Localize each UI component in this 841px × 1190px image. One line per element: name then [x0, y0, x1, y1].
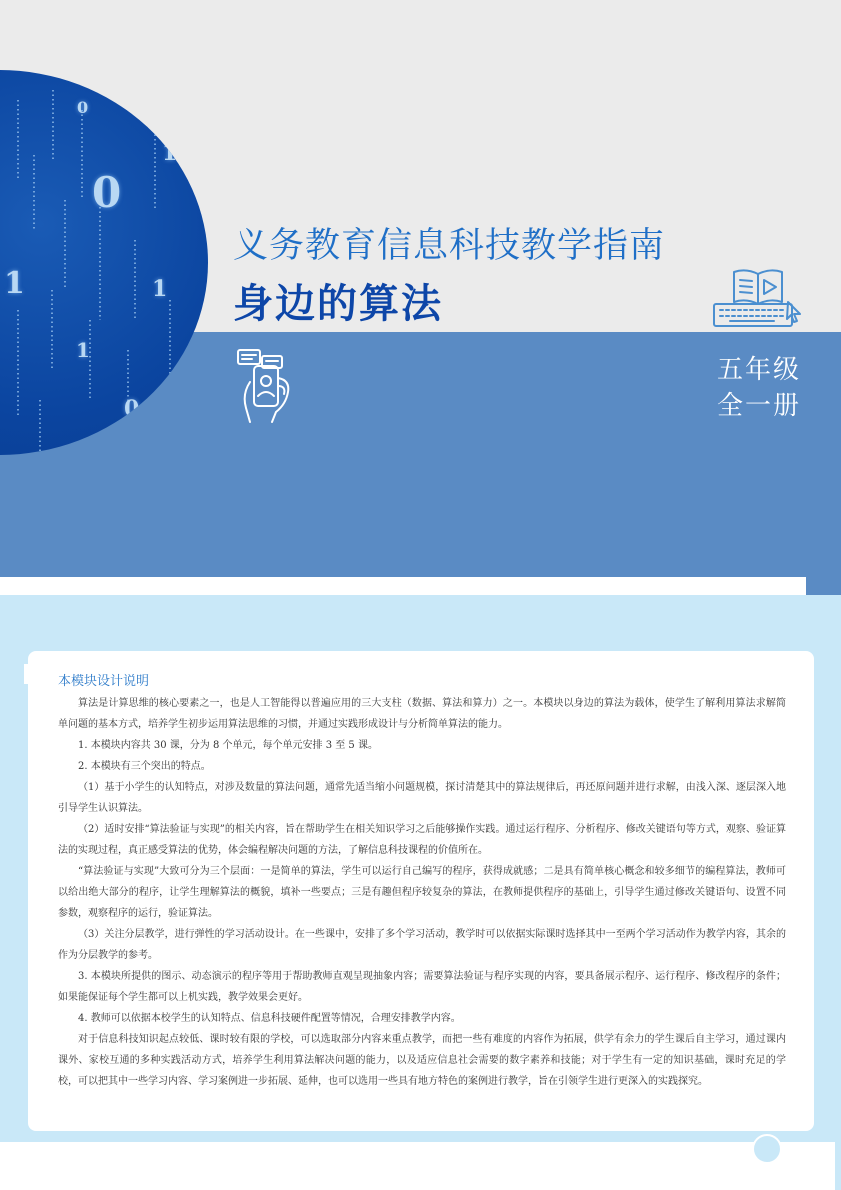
paragraph: 2. 本模块有三个突出的特点。 [78, 761, 211, 772]
paragraph: 3. 本模块所提供的图示、动态演示的程序等用于帮助教师直观呈现抽象内容；需要算法验证与程序实现的内容，要具备展示程序、运行程序、修改程序的条件；如果能保证每个学生都可以上机实践，教学效果会更好。 [58, 971, 786, 1003]
binary-digit: 0 [77, 98, 89, 117]
book-title: 身边的算法 [233, 281, 443, 327]
module-description-card [28, 651, 814, 1131]
page-corner-badge [752, 1134, 782, 1164]
page-bottom-strip [0, 1142, 835, 1190]
paragraph: 4. 教师可以依据本校学生的认知特点、信息科技硬件配置等情况，合理安排教学内容。 [78, 1013, 461, 1024]
binary-digit: 1 [4, 266, 25, 301]
binary-digit: 1 [152, 276, 168, 302]
paragraph: 对于信息科技知识起点较低、课时较有限的学校，可以选取部分内容来重点教学，而把一些有难度的内容作为拓展，供学有余力的学生课后自主学习，通过课内课外、家校互通的多种实践活动方式，培养学生利用算法解决问题的能力，以及适应信息社会需要的数字素养和技能；对于学生有一定的知识基础，课时充足的学校，可以把其中一些学习内容、学习案例进一步拓展、延伸，也可以选用一些具有地方特色的案例进行教学，旨在引领学生进行更深入的实践探究。 [58, 1034, 786, 1087]
grade-label [717, 352, 801, 424]
code-rain-decoration [0, 70, 208, 455]
paragraph: （3）关注分层教学，进行弹性的学习活动设计。在一些课中，安排了多个学习活动，教学时可以依据实际课时选择其中一至两个学习活动作为教学内容，其余的作为分层教学的参考。 [58, 929, 786, 961]
volume-line: 全一册 [716, 391, 801, 421]
paragraph: （1）基于小学生的认知特点，对涉及数量的算法问题，通常先适当缩小问题规模，探讨清楚其中的算法规律后，再还原问题并进行求解，由浅入深、逐层深入地引导学生认识算法。 [58, 782, 786, 814]
cover-divider-strip [0, 577, 806, 595]
series-title: 义务教育信息科技教学指南 [233, 226, 666, 266]
cover-band-tab [806, 577, 841, 595]
binary-digit: 0 [124, 396, 140, 422]
paragraph: 1. 本模块内容共 30 课，分为 8 个单元，每个单元安排 3 至 5 课。 [78, 740, 378, 751]
module-body [58, 693, 786, 1092]
binary-digit: 1 [76, 338, 90, 362]
binary-digit: 1 [162, 140, 178, 166]
paragraph: 算法是计算思维的核心要素之一，也是人工智能得以普遍应用的三大支柱（数据、算法和算力）之一。本模块以身边的算法为载体，使学生了解利用算法求解简单问题的基本方式，培养学生初步运用算法思维的习惯，并通过实践形成设计与分析简单算法的能力。 [58, 698, 786, 730]
binary-code-circle [0, 70, 208, 455]
hand-phone-icon [236, 348, 296, 424]
module-title: 本模块设计说明 [58, 674, 150, 689]
paragraph: （2）适时安排“算法验证与实现”的相关内容，旨在帮助学生在相关知识学习之后能够操作实践。通过运行程序、分析程序、修改关键语句等方式，观察、验证算法的实现过程，真正感受算法的优势，体会编程解决问题的方法，了解信息科技课程的价值所在。 [58, 824, 786, 856]
binary-digit: 0 [92, 168, 122, 217]
paragraph: “算法验证与实现”大致可分为三个层面：一是简单的算法，学生可以运行自己编写的程序，获得成就感；二是具有简单核心概念和较多细节的编程算法，教师可以给出绝大部分的程序，让学生理解算法的概貌，填补一些要点；三是有趣但程序较复杂的算法，在教师提供程序的基础上，引导学生通过修改关键语句、设置不同参数，观察程序的运行，验证算法。 [58, 866, 786, 919]
open-book-keyboard-icon [712, 268, 804, 330]
grade-line: 五年级 [716, 355, 801, 385]
